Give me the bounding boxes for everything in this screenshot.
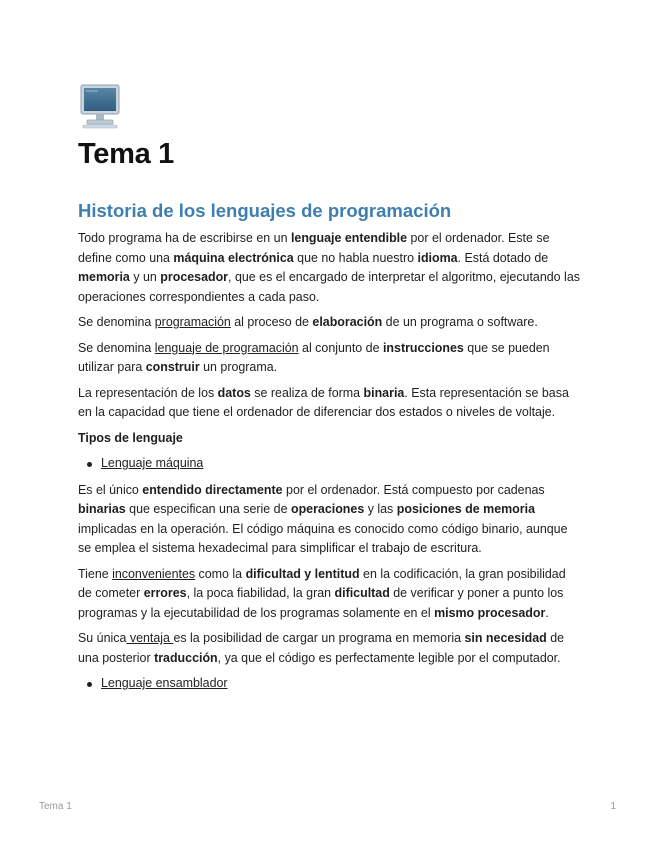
paragraph-programacion: Se denomina programación al proceso de elaboración de un programa o software. xyxy=(78,315,538,329)
list-item-label: Lenguaje máquina xyxy=(101,456,204,470)
paragraph-maquina: Es el único entendido directamente por el ordenador. Está compuesto por cadenas binarias que especifican una serie de operaciones y las posiciones de memoria implicadas en la operación. El código máquina es conocido como código binario, aunque se emplea el sistema hexadecimal para simplificar el trabajo de escritura. xyxy=(78,482,568,555)
paragraph-ventaja: Su única ventaja es la posibilidad de cargar un programa en memoria sin necesidad de una posterior traducción, ya que el código es perfectamente legible por el computador. xyxy=(78,631,565,665)
section-heading: Historia de los lenguajes de programación xyxy=(78,200,452,221)
footer-title: Tema 1 xyxy=(39,801,72,812)
paragraph-lenguaje: Se denomina lenguaje de programación al conjunto de instrucciones que se pueden utilizar para construir un programa. xyxy=(78,340,550,374)
bullet-icon xyxy=(87,462,92,467)
document-content xyxy=(78,199,582,701)
paragraph-inconvenientes: Tiene inconvenientes como la dificultad y lentitud en la codificación, la gran posibilidad de cometer errores, la poca fiabilidad, la gran dificultad de verificar y poner a punto los programas y la ejecutabilidad de los programas solamente en el mismo procesador. xyxy=(78,566,566,620)
page-number: 1 xyxy=(610,801,616,812)
desktop-computer-icon xyxy=(80,84,120,130)
list-item xyxy=(78,454,582,474)
bullet-icon xyxy=(87,682,92,687)
bullet-list xyxy=(78,454,582,474)
list-item-label: Lenguaje ensamblador xyxy=(101,676,228,690)
page-title: Tema 1 xyxy=(78,138,174,170)
subheading-tipos: Tipos de lenguaje xyxy=(78,430,183,445)
list-item xyxy=(78,674,582,694)
paragraph-intro: Todo programa ha de escribirse en un lenguaje entendible por el ordenador. Este se define como una máquina electrónica que no habla nuestro idioma. Está dotado de memoria y un procesador, que es el encargado de interpretar el algoritmo, ejecutando las operaciones correspondientes a cada paso. xyxy=(78,231,580,304)
bullet-list xyxy=(78,674,582,694)
paragraph-representacion: La representación de los datos se realiza de forma binaria. Esta representación se basa en la capacidad que tiene el ordenador de diferenciar dos estados o niveles de voltaje. xyxy=(78,385,569,419)
